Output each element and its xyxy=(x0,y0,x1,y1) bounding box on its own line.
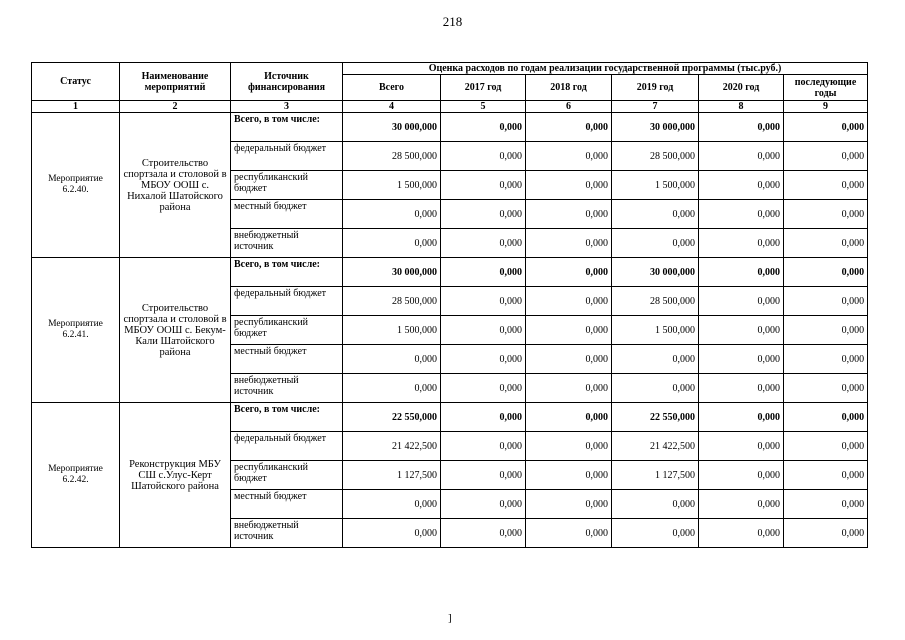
value-cell: 0,000 xyxy=(526,171,612,200)
value-cell: 0,000 xyxy=(699,316,784,345)
funding-source-cell: республиканский бюджет xyxy=(231,461,343,490)
value-cell: 0,000 xyxy=(612,519,699,548)
column-number: 7 xyxy=(612,101,699,113)
value-cell: 22 550,000 xyxy=(612,403,699,432)
value-cell: 0,000 xyxy=(612,229,699,258)
value-cell: 0,000 xyxy=(699,142,784,171)
value-cell: 0,000 xyxy=(441,432,526,461)
value-cell: 0,000 xyxy=(441,113,526,142)
value-cell: 0,000 xyxy=(699,258,784,287)
funding-source-cell: внебюджетный источник xyxy=(231,519,343,548)
value-cell: 0,000 xyxy=(784,113,868,142)
value-cell: 0,000 xyxy=(699,461,784,490)
value-cell: 0,000 xyxy=(784,316,868,345)
value-cell: 0,000 xyxy=(526,142,612,171)
funding-source-cell: внебюджетный источник xyxy=(231,229,343,258)
value-cell: 28 500,000 xyxy=(343,287,441,316)
value-cell: 0,000 xyxy=(526,229,612,258)
funding-source-cell: внебюджетный источник xyxy=(231,374,343,403)
value-cell: 30 000,000 xyxy=(612,113,699,142)
value-cell: 0,000 xyxy=(784,258,868,287)
value-cell: 0,000 xyxy=(441,258,526,287)
value-cell: 0,000 xyxy=(784,142,868,171)
value-cell: 0,000 xyxy=(343,490,441,519)
value-cell: 0,000 xyxy=(784,403,868,432)
value-cell: 30 000,000 xyxy=(612,258,699,287)
value-cell: 28 500,000 xyxy=(343,142,441,171)
value-cell: 0,000 xyxy=(441,287,526,316)
value-cell: 0,000 xyxy=(699,345,784,374)
value-cell: 0,000 xyxy=(526,258,612,287)
value-cell: 0,000 xyxy=(343,519,441,548)
value-cell: 0,000 xyxy=(612,374,699,403)
value-cell: 0,000 xyxy=(612,490,699,519)
value-cell: 0,000 xyxy=(699,519,784,548)
value-cell: 0,000 xyxy=(699,403,784,432)
footer-mark: ] xyxy=(448,612,452,624)
value-cell: 30 000,000 xyxy=(343,113,441,142)
value-cell: 28 500,000 xyxy=(612,142,699,171)
column-number: 5 xyxy=(441,101,526,113)
value-cell: 0,000 xyxy=(526,403,612,432)
value-cell: 1 127,500 xyxy=(343,461,441,490)
funding-source-cell: республиканский бюджет xyxy=(231,171,343,200)
funding-source-cell: федеральный бюджет xyxy=(231,287,343,316)
activity-name-cell: Строительство спортзала и столовой в МБОУ ООШ с. Нихалой Шатойского района xyxy=(120,113,231,258)
value-cell: 21 422,500 xyxy=(612,432,699,461)
funding-source-cell: Всего, в том числе: xyxy=(231,403,343,432)
value-cell: 0,000 xyxy=(699,490,784,519)
value-cell: 1 500,000 xyxy=(343,316,441,345)
funding-source-cell: Всего, в том числе: xyxy=(231,113,343,142)
column-number: 4 xyxy=(343,101,441,113)
column-number: 8 xyxy=(699,101,784,113)
value-cell: 0,000 xyxy=(699,432,784,461)
header-2020: 2020 год xyxy=(699,75,784,101)
header-2018: 2018 год xyxy=(526,75,612,101)
table-row xyxy=(32,113,868,142)
value-cell: 0,000 xyxy=(343,374,441,403)
funding-source-cell: местный бюджет xyxy=(231,345,343,374)
status-cell: Мероприятие 6.2.42. xyxy=(32,403,120,548)
table-row xyxy=(32,403,868,432)
value-cell: 0,000 xyxy=(441,403,526,432)
column-number: 1 xyxy=(32,101,120,113)
value-cell: 0,000 xyxy=(526,374,612,403)
header-total: Всего xyxy=(343,75,441,101)
value-cell: 0,000 xyxy=(699,229,784,258)
value-cell: 0,000 xyxy=(441,519,526,548)
header-2019: 2019 год xyxy=(612,75,699,101)
status-cell: Мероприятие 6.2.40. xyxy=(32,113,120,258)
value-cell: 0,000 xyxy=(526,316,612,345)
value-cell: 0,000 xyxy=(784,171,868,200)
value-cell: 0,000 xyxy=(784,519,868,548)
value-cell: 0,000 xyxy=(441,316,526,345)
value-cell: 1 500,000 xyxy=(612,316,699,345)
value-cell: 0,000 xyxy=(784,490,868,519)
table-body xyxy=(32,113,868,548)
value-cell: 0,000 xyxy=(343,229,441,258)
header-estimate: Оценка расходов по годам реализации государственной программы (тыс.руб.) xyxy=(343,63,868,75)
value-cell: 0,000 xyxy=(784,374,868,403)
value-cell: 0,000 xyxy=(441,229,526,258)
value-cell: 0,000 xyxy=(699,287,784,316)
value-cell: 0,000 xyxy=(526,490,612,519)
value-cell: 0,000 xyxy=(526,519,612,548)
funding-source-cell: Всего, в том числе: xyxy=(231,258,343,287)
column-number: 9 xyxy=(784,101,868,113)
value-cell: 30 000,000 xyxy=(343,258,441,287)
table-row xyxy=(32,258,868,287)
value-cell: 0,000 xyxy=(526,113,612,142)
value-cell: 0,000 xyxy=(441,345,526,374)
value-cell: 0,000 xyxy=(441,200,526,229)
value-cell: 0,000 xyxy=(784,229,868,258)
value-cell: 0,000 xyxy=(343,200,441,229)
column-number-row xyxy=(32,101,868,113)
funding-source-cell: федеральный бюджет xyxy=(231,432,343,461)
value-cell: 0,000 xyxy=(612,200,699,229)
funding-source-cell: местный бюджет xyxy=(231,490,343,519)
value-cell: 1 500,000 xyxy=(612,171,699,200)
value-cell: 0,000 xyxy=(441,171,526,200)
funding-source-cell: республиканский бюджет xyxy=(231,316,343,345)
funding-source-cell: местный бюджет xyxy=(231,200,343,229)
value-cell: 0,000 xyxy=(612,345,699,374)
value-cell: 0,000 xyxy=(441,490,526,519)
activity-name-cell: Реконструкция МБУ СШ с.Улус-Керт Шатойского района xyxy=(120,403,231,548)
value-cell: 0,000 xyxy=(526,461,612,490)
budget-table xyxy=(31,62,868,548)
funding-source-cell: федеральный бюджет xyxy=(231,142,343,171)
value-cell: 21 422,500 xyxy=(343,432,441,461)
activity-name-cell: Строительство спортзала и столовой в МБОУ ООШ с. Бекум-Кали Шатойского района xyxy=(120,258,231,403)
header-later-years: последующие годы xyxy=(784,75,868,101)
value-cell: 0,000 xyxy=(699,374,784,403)
value-cell: 1 500,000 xyxy=(343,171,441,200)
value-cell: 1 127,500 xyxy=(612,461,699,490)
value-cell: 0,000 xyxy=(441,142,526,171)
value-cell: 0,000 xyxy=(699,171,784,200)
header-source: Источник финансирования xyxy=(231,63,343,101)
column-number: 6 xyxy=(526,101,612,113)
value-cell: 0,000 xyxy=(343,345,441,374)
value-cell: 0,000 xyxy=(526,432,612,461)
value-cell: 0,000 xyxy=(526,200,612,229)
value-cell: 0,000 xyxy=(699,200,784,229)
header-status: Статус xyxy=(32,63,120,101)
value-cell: 0,000 xyxy=(526,287,612,316)
value-cell: 0,000 xyxy=(784,432,868,461)
value-cell: 28 500,000 xyxy=(612,287,699,316)
value-cell: 0,000 xyxy=(441,461,526,490)
value-cell: 0,000 xyxy=(784,287,868,316)
value-cell: 0,000 xyxy=(699,113,784,142)
value-cell: 0,000 xyxy=(526,345,612,374)
header-name: Наименование мероприятий xyxy=(120,63,231,101)
column-number: 2 xyxy=(120,101,231,113)
page-number: 218 xyxy=(442,14,463,29)
header-2017: 2017 год xyxy=(441,75,526,101)
value-cell: 0,000 xyxy=(441,374,526,403)
status-cell: Мероприятие 6.2.41. xyxy=(32,258,120,403)
value-cell: 0,000 xyxy=(784,461,868,490)
value-cell: 22 550,000 xyxy=(343,403,441,432)
value-cell: 0,000 xyxy=(784,200,868,229)
column-number: 3 xyxy=(231,101,343,113)
value-cell: 0,000 xyxy=(784,345,868,374)
